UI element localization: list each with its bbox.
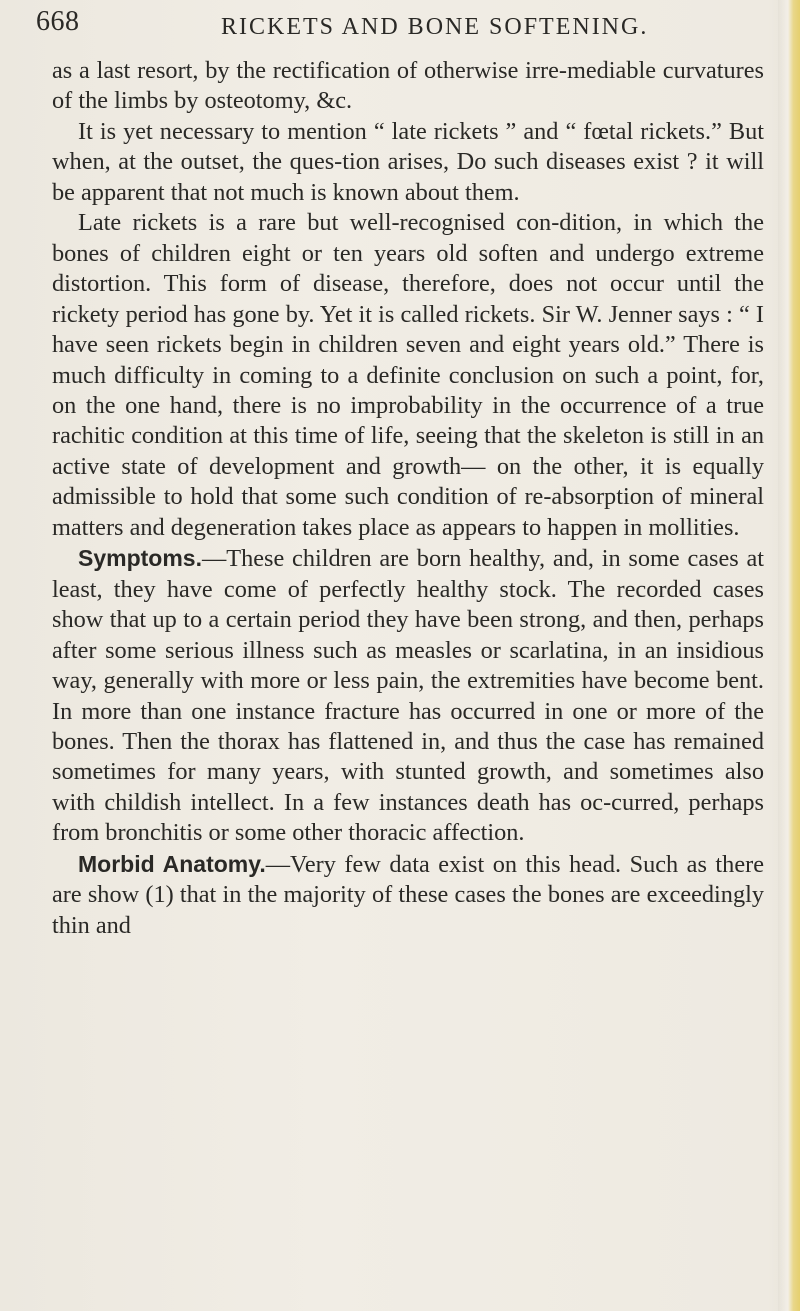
paragraph-text: as a last resort, by the rectification of otherwise irre-mediable curvatures of the limbs by osteotomy, &c. xyxy=(52,57,764,115)
paragraph xyxy=(52,849,764,941)
paragraph-text: Late rickets is a rare but well-recognised con-dition, in which the bones of children eight or ten years old soften and undergo extreme distortion. This form of disease, therefore, does not occur until the rickety period has gone by. Yet it is called rickets. Sir W. Jenner says : “ I have seen rickets begin in children seven and eight years old.” There is much difficulty in coming to a definite conclusion on such a point, for, on the one hand, there is no improbability in the occurrence of a true rachitic condition at this time of life, seeing that the skeleton is still in an active state of development and growth— on the other, it is equally admissible to hold that some such condition of re-absorption of mineral matters and degeneration takes place as appears to happen in mollities. xyxy=(52,209,764,541)
page-number: 668 xyxy=(36,6,80,37)
paragraph-text: —Very few data exist on this head. Such as there are show (1) that in the majority of these cases the bones are exceedingly thin and xyxy=(52,850,764,939)
page-edge xyxy=(778,0,800,1311)
paragraph xyxy=(52,543,764,849)
paragraph xyxy=(52,56,764,117)
paragraph-text: It is yet necessary to mention “ late rickets ” and “ fœtal rickets.” But when, at the outset, the ques-tion arises, Do such diseases exist ? it will be apparent that not much is known about them. xyxy=(52,117,764,206)
body-text xyxy=(52,56,764,941)
paragraph-text: —These children are born healthy, and, in some cases at least, they have come of perfectly healthy stock. The recorded cases show that up to a certain period they have been strong, and then, perhaps after some serious illness such as measles or scarlatina, in an insidious way, generally with more or less pain, the extremities have become bent. In more than one instance fracture has occurred in one or more of the bones. Then the thorax has flattened in, and thus the case has remained sometimes for many years, with stunted growth, and sometimes also with childish intellect. In a few instances death has oc-curred, perhaps from bronchitis or some other thoracic affection. xyxy=(52,545,764,847)
page-header xyxy=(36,6,736,46)
running-title: RICKETS AND BONE SOFTENING. xyxy=(221,14,649,40)
section-heading-morbid-anatomy: Morbid Anatomy. xyxy=(78,850,266,877)
paragraph xyxy=(52,208,764,543)
paragraph xyxy=(52,117,764,208)
section-heading-symptoms: Symptoms. xyxy=(78,545,202,572)
